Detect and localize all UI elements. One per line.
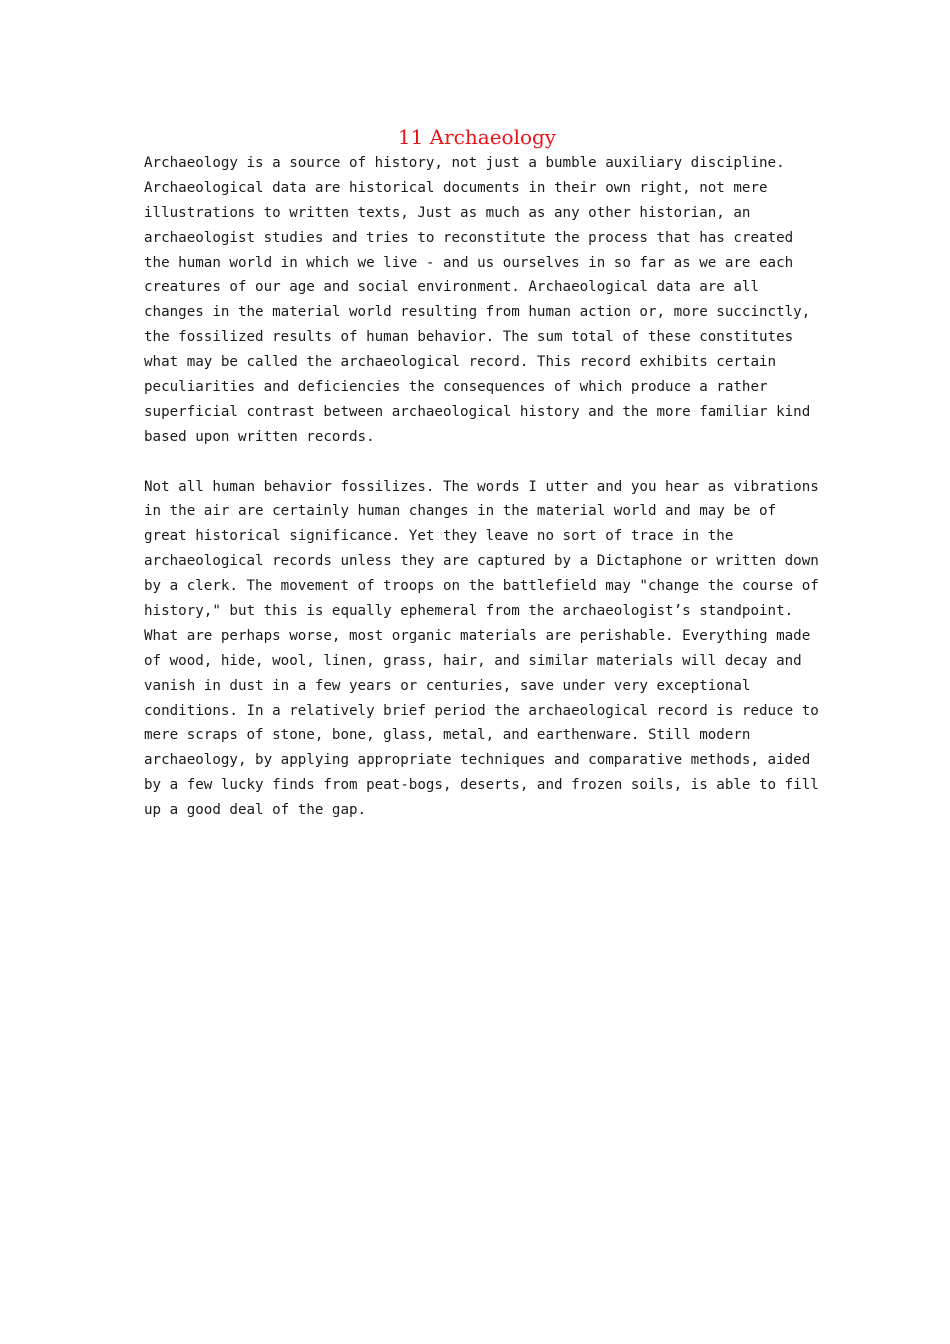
text-line: archaeology, by applying appropriate techniques and comparative methods, aided [144, 752, 811, 769]
text-line: Archaeological data are historical documents in their own right, not mere [144, 179, 768, 196]
paragraph-1 [144, 151, 824, 450]
paragraph-2 [144, 475, 824, 823]
text-line: conditions. In a relatively brief period the archaeological record is reduce to [144, 702, 819, 719]
text-line: what may be called the archaeological record. This record exhibits certain [144, 354, 777, 371]
text-line: history," but this is equally ephemeral from the archaeologist’s standpoint. [144, 603, 794, 620]
text-line: great historical significance. Yet they leave no sort of trace in the [144, 528, 734, 545]
paragraph-spacer [144, 450, 824, 475]
text-line: of wood, hide, wool, linen, grass, hair, and similar materials will decay and [144, 652, 802, 669]
text-line: Not all human behavior fossilizes. The words I utter and you hear as vibrations [144, 478, 819, 495]
text-line: mere scraps of stone, bone, glass, metal, and earthenware. Still modern [144, 727, 751, 744]
document-page [144, 123, 824, 823]
text-line: archaeological records unless they are captured by a Dictaphone or written down [144, 553, 819, 570]
text-line: in the air are certainly human changes in the material world and may be of [144, 503, 777, 520]
text-line: superficial contrast between archaeological history and the more familiar kind [144, 403, 811, 420]
text-line: creatures of our age and social environment. Archaeological data are all [144, 279, 759, 296]
text-line: by a few lucky finds from peat-bogs, deserts, and frozen soils, is able to fill [144, 777, 819, 794]
text-line: Archaeology is a source of history, not just a bumble auxiliary discipline. [144, 155, 785, 171]
document-title: 11 Archaeology [397, 125, 557, 149]
text-line: vanish in dust in a few years or centuries, save under very exceptional [144, 677, 751, 694]
text-line: illustrations to written texts, Just as much as any other historian, an [144, 204, 751, 221]
text-line: by a clerk. The movement of troops on the battlefield may "change the course of [144, 578, 819, 595]
text-line: up a good deal of the gap. [144, 802, 367, 819]
text-line: changes in the material world resulting from human action or, more succinctly, [144, 304, 811, 321]
text-line: based upon written records. [144, 428, 375, 445]
text-line: the human world in which we live - and us ourselves in so far as we are each [144, 254, 794, 271]
text-line: archaeologist studies and tries to reconstitute the process that has created [144, 229, 794, 246]
text-line: the fossilized results of human behavior. The sum total of these constitutes [144, 329, 794, 346]
text-line: peculiarities and deficiencies the consequences of which produce a rather [144, 379, 768, 396]
text-line: What are perhaps worse, most organic materials are perishable. Everything made [144, 627, 811, 644]
